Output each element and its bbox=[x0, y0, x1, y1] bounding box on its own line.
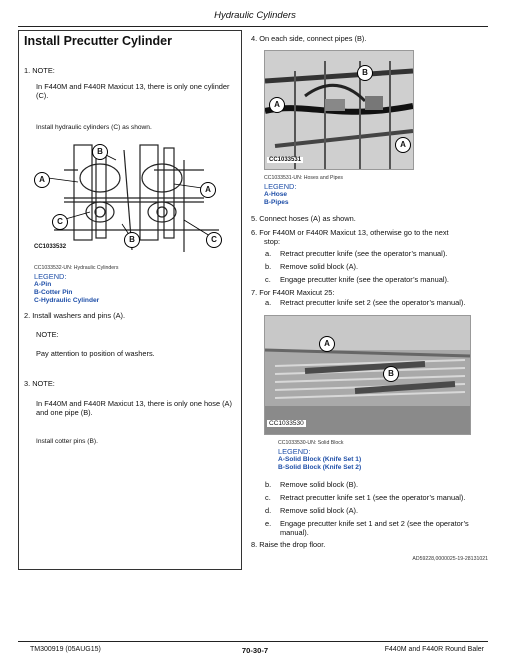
fig3-callout-a: A bbox=[319, 336, 335, 352]
figure-1-legend-item: B-Cotter Pin bbox=[34, 289, 73, 296]
figure-1-caption: CC1033532-UN: Hydraulic Cylinders bbox=[34, 265, 119, 271]
step-6a-letter: a. bbox=[265, 249, 272, 258]
step-2-note: Pay attention to position of washers. bbox=[36, 349, 155, 358]
footer-page-number: 70-30-7 bbox=[241, 646, 269, 655]
step-3-note: In F440M and F440R Maxicut 13, there is only one hose (A) and one pipe (B). bbox=[36, 399, 232, 418]
step-7e-text: Engage precutter knife set 1 and set 2 (see the operator’s manual). bbox=[280, 519, 469, 538]
figure-3-caption: CC1033530-UN: Solid Block bbox=[278, 440, 344, 446]
solid-block-drawing bbox=[265, 316, 470, 434]
figure-2-caption: CC1033531-UN: Hoses and Pipes bbox=[264, 175, 344, 181]
step-6c-letter: c. bbox=[265, 275, 271, 284]
hoses-and-pipes-drawing bbox=[265, 51, 413, 169]
figure-solid-block bbox=[264, 315, 471, 435]
step-5-text: 5. Connect hoses (A) as shown. bbox=[251, 214, 356, 223]
step-7d-letter: d. bbox=[265, 506, 272, 515]
step-6b-letter: b. bbox=[265, 262, 272, 271]
step-6a-text: Retract precutter knife (see the operator’s manual). bbox=[280, 249, 448, 258]
figure-3-legend-heading: LEGEND: bbox=[278, 447, 311, 456]
figure-1-id: CC1033532 bbox=[34, 244, 67, 250]
install-cotter-pins-text: Install cotter pins (B). bbox=[36, 438, 98, 445]
fig1-callout-a-right: A bbox=[200, 182, 216, 198]
step-7b-text: Remove solid block (B). bbox=[280, 480, 359, 489]
step-6b-text: Remove solid block (A). bbox=[280, 262, 359, 271]
step-6c-text: Engage precutter knife (see the operator’s manual). bbox=[280, 275, 449, 284]
figure-1-legend-item: A-Pin bbox=[34, 281, 52, 288]
step-2-note-label: NOTE: bbox=[36, 330, 59, 339]
page-header-title: Hydraulic Cylinders bbox=[214, 10, 296, 21]
step-7b-letter: b. bbox=[265, 480, 272, 489]
figure-3-legend-item: B-Solid Block (Knife Set 2) bbox=[278, 464, 362, 471]
step-4-text: 4. On each side, connect pipes (B). bbox=[251, 34, 367, 43]
fig2-callout-a-right: A bbox=[395, 137, 411, 153]
fig1-callout-a-left: A bbox=[34, 172, 50, 188]
step-7e-letter: e. bbox=[265, 519, 272, 528]
footer-rule bbox=[18, 641, 488, 642]
step-3-label: 3. NOTE: bbox=[24, 379, 55, 388]
figure-2-id: CC1033531 bbox=[269, 157, 302, 163]
figure-1-legend-item: C-Hydraulic Cylinder bbox=[34, 297, 100, 304]
figure-hydraulic-cylinders bbox=[34, 140, 234, 258]
fig1-callout-c-left: C bbox=[52, 214, 68, 230]
step-7c-text: Retract precutter knife set 1 (see the operator’s manual). bbox=[280, 493, 466, 502]
figure-2-legend-heading: LEGEND: bbox=[264, 182, 297, 191]
figure-2-legend-item: B-Pipes bbox=[264, 199, 289, 206]
fig3-callout-b: B bbox=[383, 366, 399, 382]
fig1-callout-c-right: C bbox=[206, 232, 222, 248]
step-2-text: 2. Install washers and pins (A). bbox=[24, 311, 126, 320]
step-8-text: 8. Raise the drop floor. bbox=[251, 540, 326, 549]
install-cylinders-text: Install hydraulic cylinders (C) as shown. bbox=[36, 124, 152, 131]
fig2-callout-b: B bbox=[357, 65, 373, 81]
header-rule bbox=[18, 26, 488, 27]
step-7d-text: Remove solid block (A). bbox=[280, 506, 359, 515]
figure-3-legend-item: A-Solid Block (Knife Set 1) bbox=[278, 456, 362, 463]
step-7a-letter: a. bbox=[265, 298, 272, 307]
footer-tm-number: TM300919 (05AUG15) bbox=[30, 646, 101, 653]
figure-3-id: CC1033530 bbox=[269, 420, 304, 427]
section-title: Install Precutter Cylinder bbox=[24, 34, 172, 48]
step-7c-letter: c. bbox=[265, 493, 271, 502]
footer-manual-title: F440M and F440R Round Baler bbox=[384, 646, 484, 653]
step-7-text: 7. For F440R Maxicut 25: bbox=[251, 288, 335, 297]
fig1-callout-b-top: B bbox=[92, 144, 108, 160]
document-reference: AD59228,0000025-19-28131021 bbox=[412, 556, 488, 562]
step-6-text: 6. For F440M or F440R Maxicut 13, otherwise go to the next bbox=[251, 228, 449, 237]
step-7a-text: Retract precutter knife set 2 (see the operator’s manual). bbox=[280, 298, 466, 307]
figure-1-legend-heading: LEGEND: bbox=[34, 272, 67, 281]
fig2-callout-a-left: A bbox=[269, 97, 285, 113]
figure-hoses-and-pipes bbox=[264, 50, 414, 170]
figure-2-legend-item: A-Hose bbox=[264, 191, 288, 198]
step-1-label: 1. NOTE: bbox=[24, 66, 55, 75]
fig1-callout-b-bottom: B bbox=[124, 232, 140, 248]
step-1-note: In F440M and F440R Maxicut 13, there is only one cylinder (C). bbox=[36, 82, 230, 101]
step-6-text-continued: stop: bbox=[264, 237, 281, 246]
